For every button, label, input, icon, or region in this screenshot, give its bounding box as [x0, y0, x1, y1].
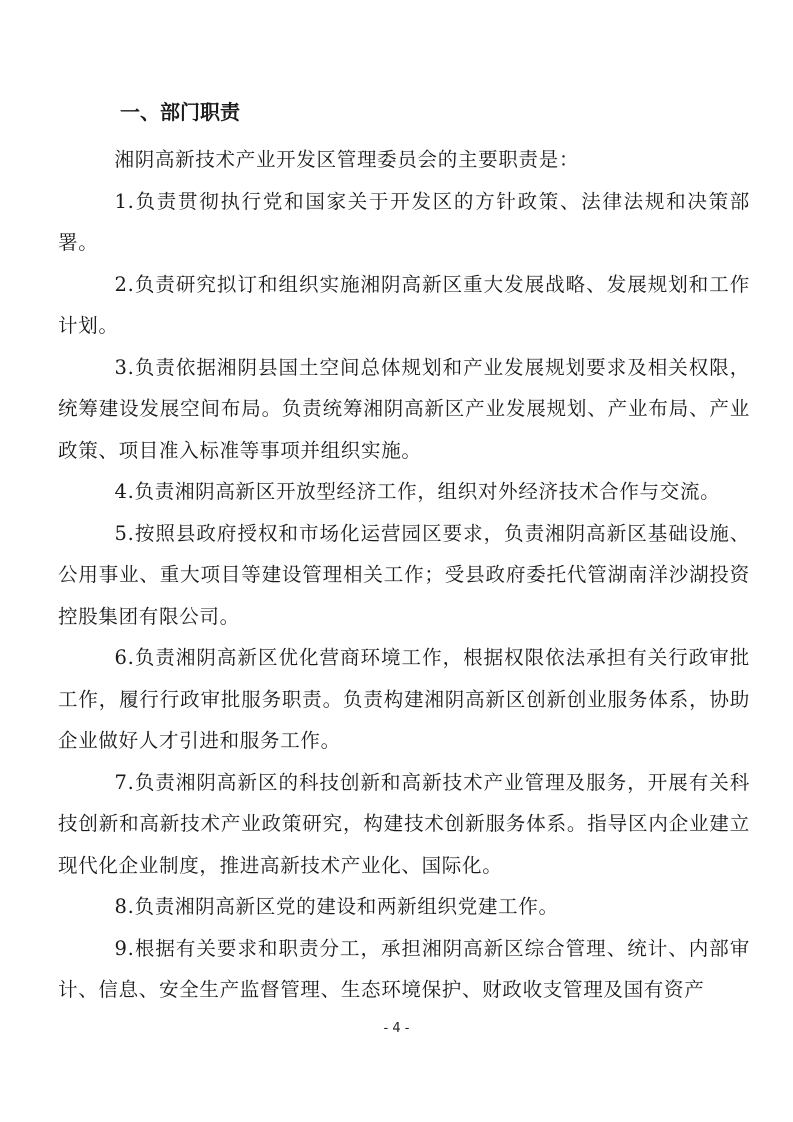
page-number: - 4 - [383, 1021, 410, 1036]
duty-item-5: 5.按照县政府授权和市场化运营园区要求，负责湘阴高新区基础设施、公用事业、重大项目等建设管理相关工作；受县政府委托代管湖南洋沙湖投资控股集团有限公司。 [58, 521, 750, 628]
intro-paragraph: 湘阴高新技术产业开发区管理委员会的主要职责是： [114, 148, 580, 171]
section-heading: 一、部门职责 [120, 100, 240, 124]
duty-item-6: 6.负责湘阴高新区优化营商环境工作，根据权限依法承担有关行政审批工作，履行行政审批服务职责。负责构建湘阴高新区创新创业服务体系，协助企业做好人才引进和服务工作。 [58, 646, 750, 752]
duty-item-4: 4.负责湘阴高新区开放型经济工作，组织对外经济技术合作与交流。 [114, 480, 721, 503]
duty-item-1: 1.负责贯彻执行党和国家关于开发区的方针政策、法律法规和决策部署。 [58, 189, 750, 254]
duty-item-9: 9.根据有关要求和职责分工，承担湘阴高新区综合管理、统计、内部审计、信息、安全生产监督管理、生态环境保护、财政收支管理及国有资产 [58, 936, 750, 1001]
section-body [58, 139, 750, 1011]
duty-item-2: 2.负责研究拟订和组织实施湘阴高新区重大发展战略、发展规划和工作计划。 [58, 272, 750, 337]
duty-item-7: 7.负责湘阴高新区的科技创新和高新技术产业管理及服务，开展有关科技创新和高新技术产业政策研究，构建技术创新服务体系。指导区内企业建立现代化企业制度，推进高新技术产业化、国际化。 [58, 770, 750, 877]
duty-item-3: 3.负责依据湘阴县国土空间总体规划和产业发展规划要求及相关权限，统筹建设发展空间布局。负责统筹湘阴高新区产业发展规划、产业布局、产业政策、项目准入标准等事项并组织实施。 [58, 355, 750, 462]
duty-item-8: 8.负责湘阴高新区党的建设和两新组织党建工作。 [114, 895, 559, 918]
